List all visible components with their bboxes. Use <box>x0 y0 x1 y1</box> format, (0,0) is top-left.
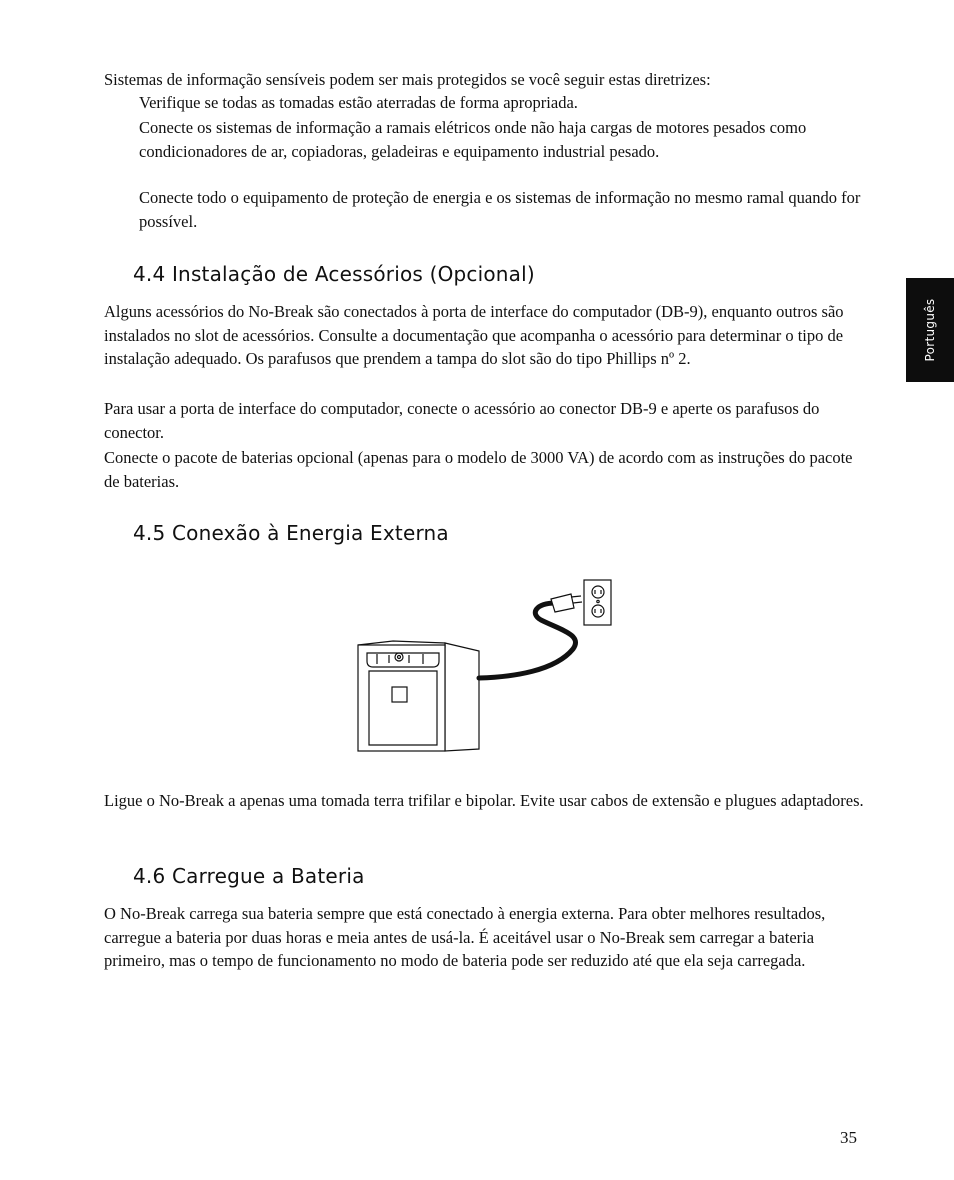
section-heading-4-4: 4.4 Instalação de Acessórios (Opcional) <box>133 262 535 286</box>
section-heading-4-5: 4.5 Conexão à Energia Externa <box>133 521 449 545</box>
language-side-tab <box>906 278 954 382</box>
guideline-item: Verifique se todas as tomadas estão aterradas de forma apropriada. <box>139 93 578 112</box>
page-number: 35 <box>840 1128 857 1147</box>
guideline-item: Conecte todo o equipamento de proteção de energia e os sistemas de informação no mesmo ramal quando for possível. <box>139 188 861 231</box>
language-side-tab-label: Português <box>923 298 937 362</box>
section-4-4-paragraph: Conecte o pacote de baterias opcional (apenas para o modelo de 3000 VA) de acordo com as instruções do pacote de baterias. <box>104 448 853 491</box>
intro-lead: Sistemas de informação sensíveis podem ser mais protegidos se você seguir estas diretrizes: <box>104 70 711 89</box>
section-4-5-paragraph: Ligue o No-Break a apenas uma tomada terra trifilar e bipolar. Evite usar cabos de extensão e plugues adaptadores. <box>104 791 864 810</box>
section-heading-4-6: 4.6 Carregue a Bateria <box>133 864 365 888</box>
guideline-item: Conecte os sistemas de informação a ramais elétricos onde não haja cargas de motores pesados como condicionadores de ar, copiadoras, geladeiras e equipamento industrial pesado. <box>139 118 807 161</box>
section-4-4-paragraph: Alguns acessórios do No-Break são conectados à porta de interface do computador (DB-9), enquanto outros são instalados no slot de acessórios. Consulte a documentação que acompanha o acessório para determinar o tipo de instalação adequado. Os parafusos que prendem a tampa do slot são do tipo Phillips nº 2. <box>104 302 844 368</box>
ups-outlet-illustration <box>355 575 615 755</box>
section-4-6-paragraph: O No-Break carrega sua bateria sempre que está conectado à energia externa. Para obter melhores resultados, carregue a bateria por duas horas e meia antes de usá-la. É aceitável usar o No-Break sem carregar a bateria primeiro, mas o tempo de funcionamento no modo de bateria pode ser reduzido até que ela seja carregada. <box>104 904 826 970</box>
section-4-4-paragraph: Para usar a porta de interface do computador, conecte o acessório ao conector DB-9 e aperte os parafusos do conector. <box>104 399 820 442</box>
